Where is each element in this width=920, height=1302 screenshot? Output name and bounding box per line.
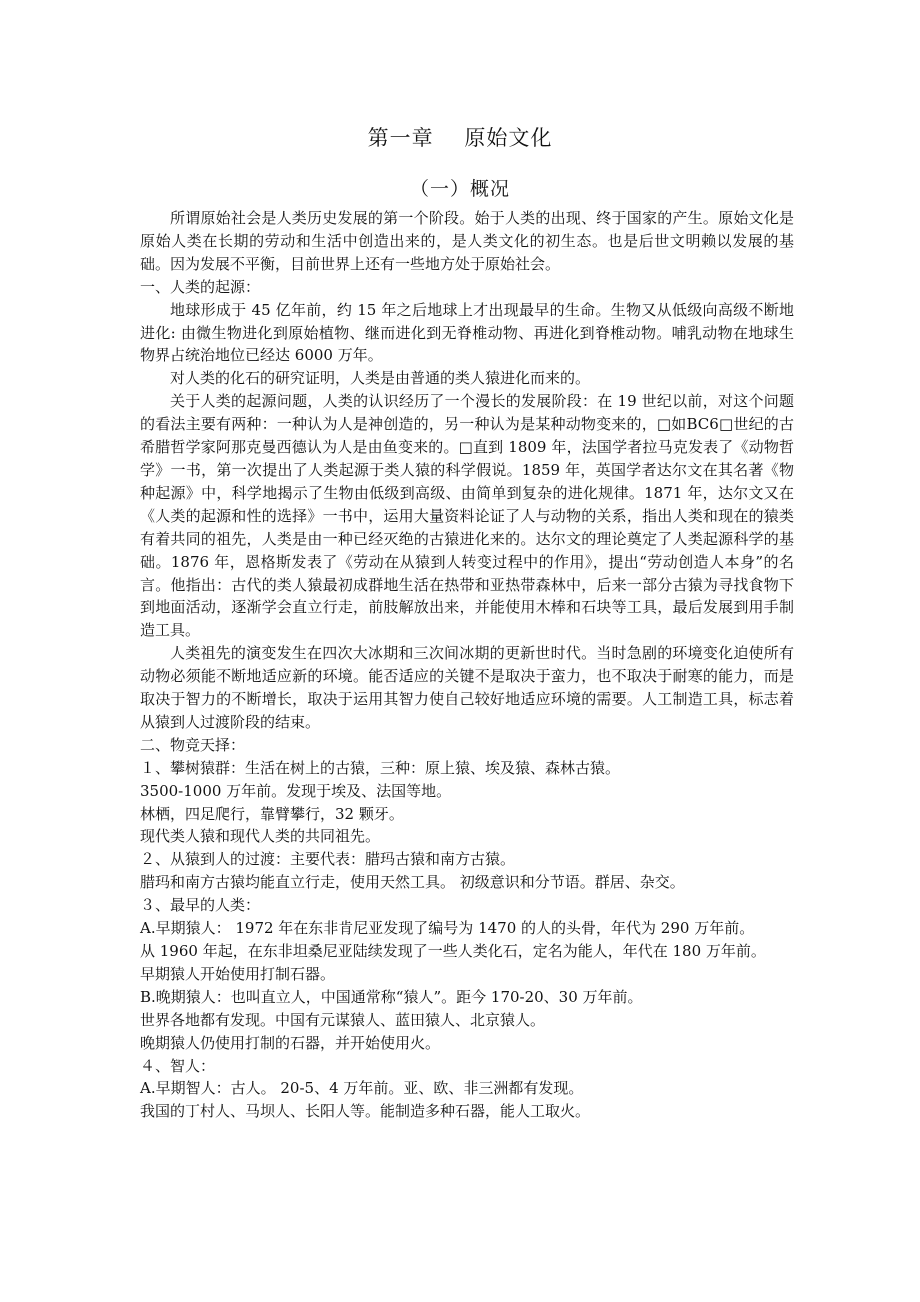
paragraph: 3500-1000 万年前。发现于埃及、法国等地。	[140, 781, 452, 800]
paragraph: A.早期智人：古人。 20-5、4 万年前。亚、欧、非三洲都有发现。	[140, 1079, 584, 1098]
paragraph: １、攀树猿群：生活在树上的古猿，三种：原上猿、埃及猿、森林古猿。	[140, 758, 621, 777]
paragraph: 人类祖先的演变发生在四次大冰期和三次间冰期的更新世时代。当时急剧的环境变化迫使所有动物必须能不断地适应新的环境。能否适应的关键不是取决于蛮力，也不取决于耐寒的能力，而是取决于智力的不断增长，取决于运用其智力使自己较好地适应环境的需要。人工制造工具，标志着从猿到人过渡阶段的结束。	[140, 644, 794, 731]
paragraph: 关于人类的起源问题，人类的认识经历了一个漫长的发展阶段：在 19 世纪以前，对这个问题的看法主要有两种：一种认为人是神创造的，另一种认为是某种动物变来的，□如BC6□世纪的古希腊哲学家阿那克曼西德认为人是由鱼变来的。□直到 1809 年，法国学者拉马克发表了《动物哲学》一书，第一次提出了人类起源于类人猿的科学假说。1859 年，英国学者达尔文在其名著《物种起源》中，科学地揭示了生物由低级到高级、由简单到复杂的进化规律。1871 年，达尔文又在《人类的起源和性的选择》一书中，运用大量资料论证了人与动物的关系，指出人类和现在的猿类有着共同的祖先，人类是由一种已经灭绝的古猿进化来的。达尔文的理论奠定了人类起源科学的基础。1876 年，恩格斯发表了《劳动在从猿到人转变过程中的作用》，提出“劳动创造人本身”的名言。他指出：古代的类人猿最初成群地生活在热带和亚热带森林中，后来一部分古猿为寻找食物下到地面活动，逐渐学会直立行走，前肢解放出来，并能使用木棒和石块等工具，最后发展到用手制造工具。	[140, 392, 794, 640]
paragraph: 一、人类的起源：	[140, 277, 261, 296]
paragraph: 腊玛和南方古猿均能直立行走，使用天然工具。 初级意识和分节语。群居、杂交。	[140, 873, 685, 892]
paragraph: ３、最早的人类：	[140, 896, 261, 915]
paragraph: 二、物竞天择：	[140, 735, 246, 754]
section-title: （一）概况	[409, 178, 510, 200]
document-body	[140, 207, 794, 1123]
paragraph: 对人类的化石的研究证明，人类是由普通的类人猿进化而来的。	[170, 369, 591, 388]
paragraph: 现代类人猿和现代人类的共同祖先。	[140, 827, 381, 846]
paragraph: ２、从猿到人的过渡：主要代表：腊玛古猿和南方古猿。	[140, 850, 516, 869]
paragraph: 从 1960 年起，在东非坦桑尼亚陆续发现了一些人类化石，定名为能人，年代在 180 万年前。	[140, 942, 766, 960]
chapter-title: 第一章 原始文化	[367, 126, 553, 150]
paragraph: 我国的丁村人、马坝人、长阳人等。能制造多种石器，能人工取火。	[140, 1102, 591, 1121]
paragraph: 地球形成于 45 亿年前，约 15 年之后地球上才出现最早的生命。生物又从低级向高级不断地进化: 由微生物进化到原始植物、继而进化到无脊椎动物、再进化到脊椎动物。哺乳动物在地球生物界占统治地位已经达 6000 万年。	[140, 300, 795, 365]
paragraph: 早期猿人开始使用打制石器。	[140, 964, 336, 983]
paragraph: 林栖，四足爬行，靠臂攀行，32 颗牙。	[140, 804, 404, 823]
paragraph: 晚期猿人仍使用打制的石器，并开始使用火。	[140, 1033, 441, 1052]
paragraph: 世界各地都有发现。中国有元谋猿人、蓝田猿人、北京猿人。	[140, 1010, 546, 1029]
paragraph: B.晚期猿人：也叫直立人，中国通常称“猿人”。距今 170-20、30 万年前。	[140, 987, 643, 1006]
paragraph: ４、智人：	[140, 1056, 216, 1075]
paragraph: A.早期猿人： 1972 年在东非肯尼亚发现了编号为 1470 的人的头骨，年代为 290 万年前。	[140, 919, 755, 938]
paragraph: 所谓原始社会是人类历史发展的第一个阶段。始于人类的出现、终于国家的产生。原始文化是原始人类在长期的劳动和生活中创造出来的，是人类文化的初生态。也是后世文明赖以发展的基础。因为发展不平衡，目前世界上还有一些地方处于原始社会。	[140, 209, 794, 273]
